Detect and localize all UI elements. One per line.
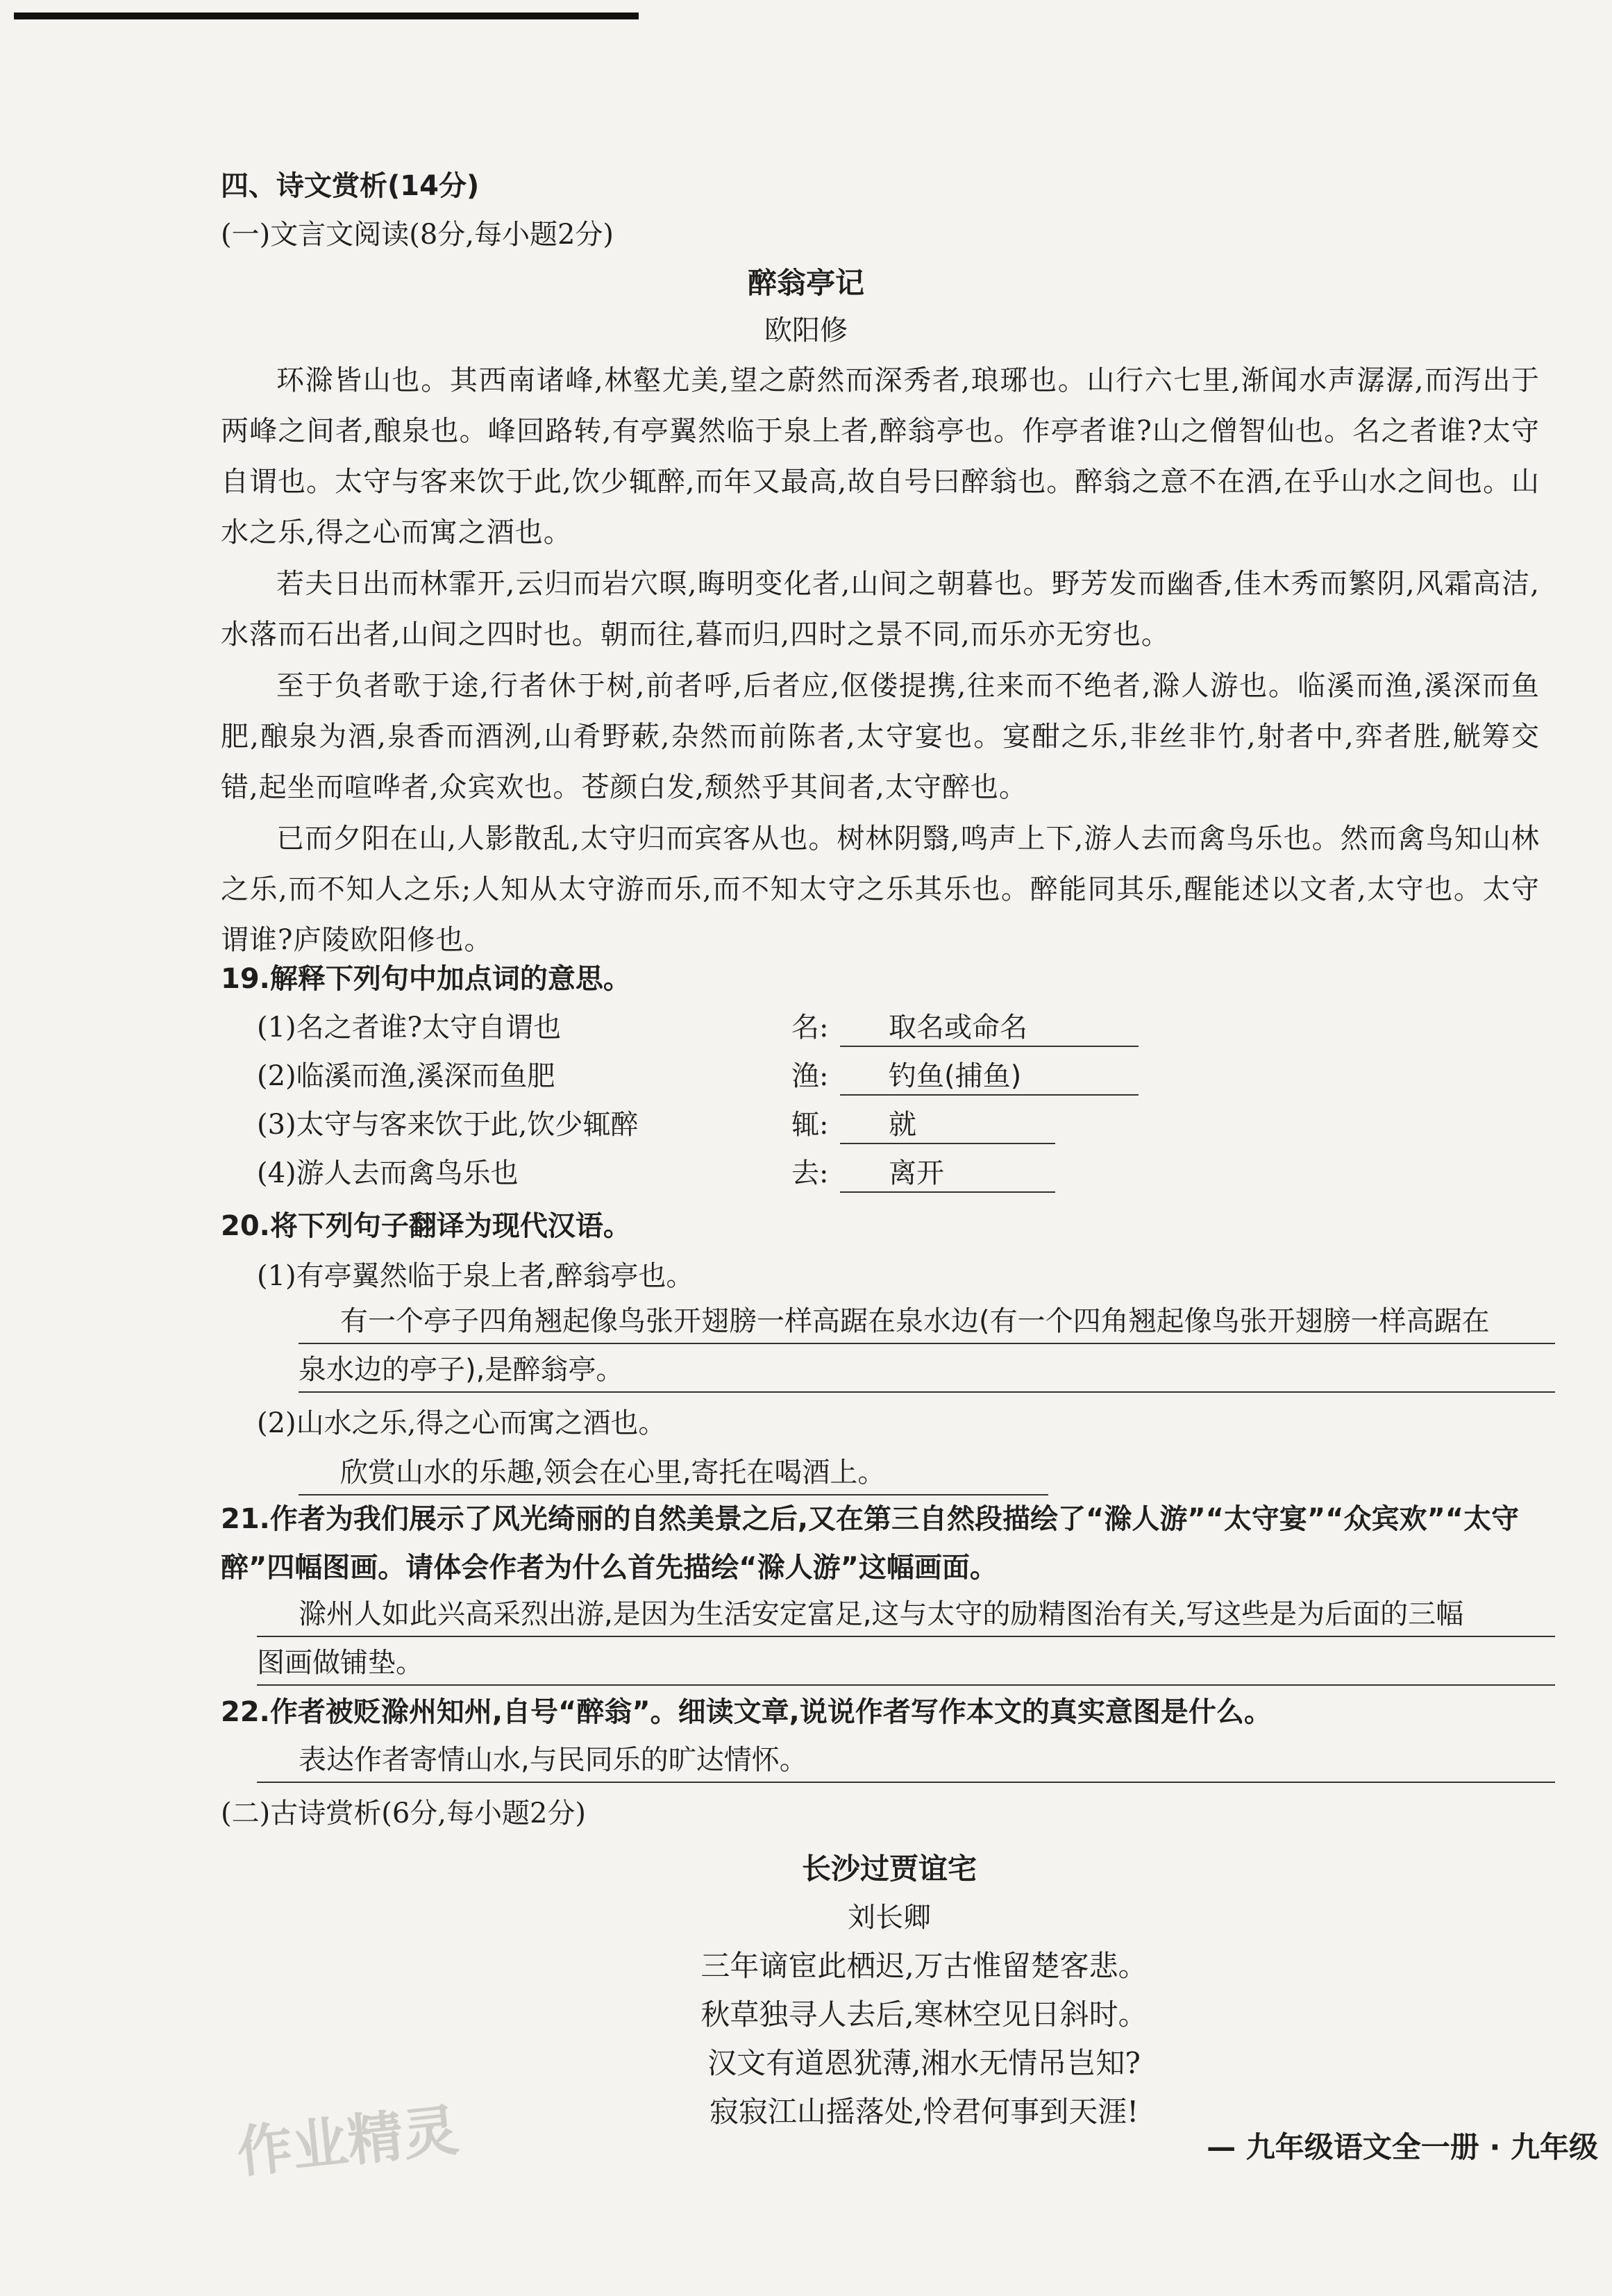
- q20-answer-1: [299, 1297, 1555, 1346]
- q20-sentence-1: (1)有亭翼然临于泉上者,醉翁亭也。: [257, 1260, 694, 1292]
- q19-question: 19.解释下列句中加点词的意思。: [221, 963, 631, 995]
- q19-item-3-word: 辄:: [791, 1109, 829, 1141]
- q21-answer: [257, 1590, 1555, 1639]
- q20-answer-2-text: 欣赏山水的乐趣,领会在心里,寄托在喝酒上。: [340, 1457, 886, 1489]
- q20-answer-2: [299, 1448, 1048, 1497]
- q20-question: 20.将下列句子翻译为现代汉语。: [221, 1210, 631, 1242]
- q19-item-2-word: 渔:: [791, 1060, 829, 1092]
- article-title: 醉翁亭记: [747, 266, 864, 300]
- q19-item-2-answer: 钓鱼(捕鱼): [840, 1058, 1139, 1096]
- section-title: 四、诗文赏析(14分): [221, 170, 480, 202]
- poem-line-3: 汉文有道恩犹薄,湘水无情吊岂知?: [707, 2046, 1141, 2080]
- q19-item-3-answer: 就: [840, 1107, 1055, 1144]
- article-paragraph-2: 若夫日出而林霏开,云归而岩穴暝,晦明变化者,山间之朝暮也。野芳发而幽香,佳木秀而繁阴,风霜高洁,水落而石出者,山间之四时也。朝而往,暮而归,四时之景不同,而乐亦无穷也。: [221, 568, 1540, 651]
- q22-answer-text: 表达作者寄情山水,与民同乐的旷达情怀。: [299, 1744, 807, 1776]
- poem-title: 长沙过贾谊宅: [801, 1852, 977, 1886]
- q19-item-1-word: 名:: [791, 1012, 829, 1044]
- q20-answer-1-line-1: 有一个亭子四角翘起像鸟张开翅膀一样高踞在泉水边(有一个四角翘起像鸟张开翅膀一样高踞在: [340, 1305, 1490, 1337]
- poem-author: 刘长卿: [848, 1902, 931, 1934]
- article-paragraph-3: 至于负者歌于途,行者休于树,前者呼,后者应,伛偻提携,往来而不绝者,滁人游也。临溪而渔,溪深而鱼肥,酿泉为酒,泉香而酒洌,山肴野蔌,杂然而前陈者,太守宴也。宴酣之乐,非丝非竹,射者中,弈者胜,觥筹交错,起坐而喧哗者,众宾欢也。苍颜白发,颓然乎其间者,太守醉也。: [221, 670, 1540, 803]
- page-footer: — 九年级语文全一册 · 九年级: [1207, 2130, 1598, 2164]
- q19-item-1-sentence: (1)名之者谁?太守自谓也: [257, 1012, 562, 1044]
- top-edge-line: [14, 12, 639, 19]
- article-paragraph-1: 环滁皆山也。其西南诸峰,林壑尤美,望之蔚然而深秀者,琅琊也。山行六七里,渐闻水声潺潺,而泻出于两峰之间者,酿泉也。峰回路转,有亭翼然临于泉上者,醉翁亭也。作亭者谁?山之僧智仙也。名之者谁?太守自谓也。太守与客来饮于此,饮少辄醉,而年又最高,故自号曰醉翁也。醉翁之意不在酒,在乎山水之间也。山水之乐,得之心而寓之酒也。: [221, 364, 1540, 548]
- q19-item-4-sentence: (4)游人去而禽鸟乐也: [257, 1157, 519, 1189]
- q19-item-2-sentence: (2)临溪而渔,溪深而鱼肥: [257, 1060, 555, 1092]
- q19-item-4-answer: 离开: [840, 1155, 1055, 1193]
- q19-item-4-word: 去:: [791, 1157, 829, 1189]
- article-author: 欧阳修: [764, 315, 848, 346]
- q21-answer-line-1: 滁州人如此兴高采烈出游,是因为生活安定富足,这与太守的励精图治有关,写这些是为后面的三幅: [299, 1598, 1464, 1630]
- article-paragraph-4: 已而夕阳在山,人影散乱,太守归而宾客从也。树林阴翳,鸣声上下,游人去而禽鸟乐也。然而禽鸟知山林之乐,而不知人之乐;人知从太守游而乐,而不知太守之乐其乐也。醉能同其乐,醒能述以文者,太守也。太守谓谁?庐陵欧阳修也。: [221, 823, 1540, 956]
- q20-answer-1-cont: [299, 1346, 1555, 1394]
- q19-item-1-answer: 取名或命名: [840, 1009, 1139, 1047]
- part1-title: (一)文言文阅读(8分,每小题2分): [221, 219, 614, 251]
- q19-item-3-sentence: (3)太守与客来饮于此,饮少辄醉: [257, 1109, 639, 1141]
- q22-answer: [257, 1736, 1555, 1784]
- q21-answer-cont: [257, 1639, 1555, 1687]
- q20-sentence-2: (2)山水之乐,得之心而寓之酒也。: [257, 1407, 666, 1439]
- poem-line-4: 寂寂江山摇落处,怜君何事到天涯!: [709, 2095, 1139, 2129]
- watermark: 作业精灵: [233, 2097, 462, 2186]
- q22-question: 22.作者被贬滁州知州,自号“醉翁”。细读文章,说说作者写作本文的真实意图是什么。: [221, 1696, 1272, 1728]
- poem-line-2: 秋草独寻人去后,寒林空见日斜时。: [700, 1997, 1148, 2031]
- part2-title: (二)古诗赏析(6分,每小题2分): [221, 1798, 587, 1829]
- poem-line-1: 三年谪宦此栖迟,万古惟留楚客悲。: [700, 1949, 1148, 1983]
- q21-question-line-1: 21.作者为我们展示了风光绮丽的自然美景之后,又在第三自然段描绘了“滁人游”“太守宴”“众宾欢”“太守: [221, 1503, 1520, 1535]
- q21-answer-line-2: 图画做铺垫。: [257, 1647, 423, 1679]
- q21-question-line-2: 醉”四幅图画。请体会作者为什么首先描绘“滁人游”这幅画面。: [221, 1552, 998, 1584]
- q20-answer-1-line-2: 泉水边的亭子),是醉翁亭。: [299, 1354, 624, 1386]
